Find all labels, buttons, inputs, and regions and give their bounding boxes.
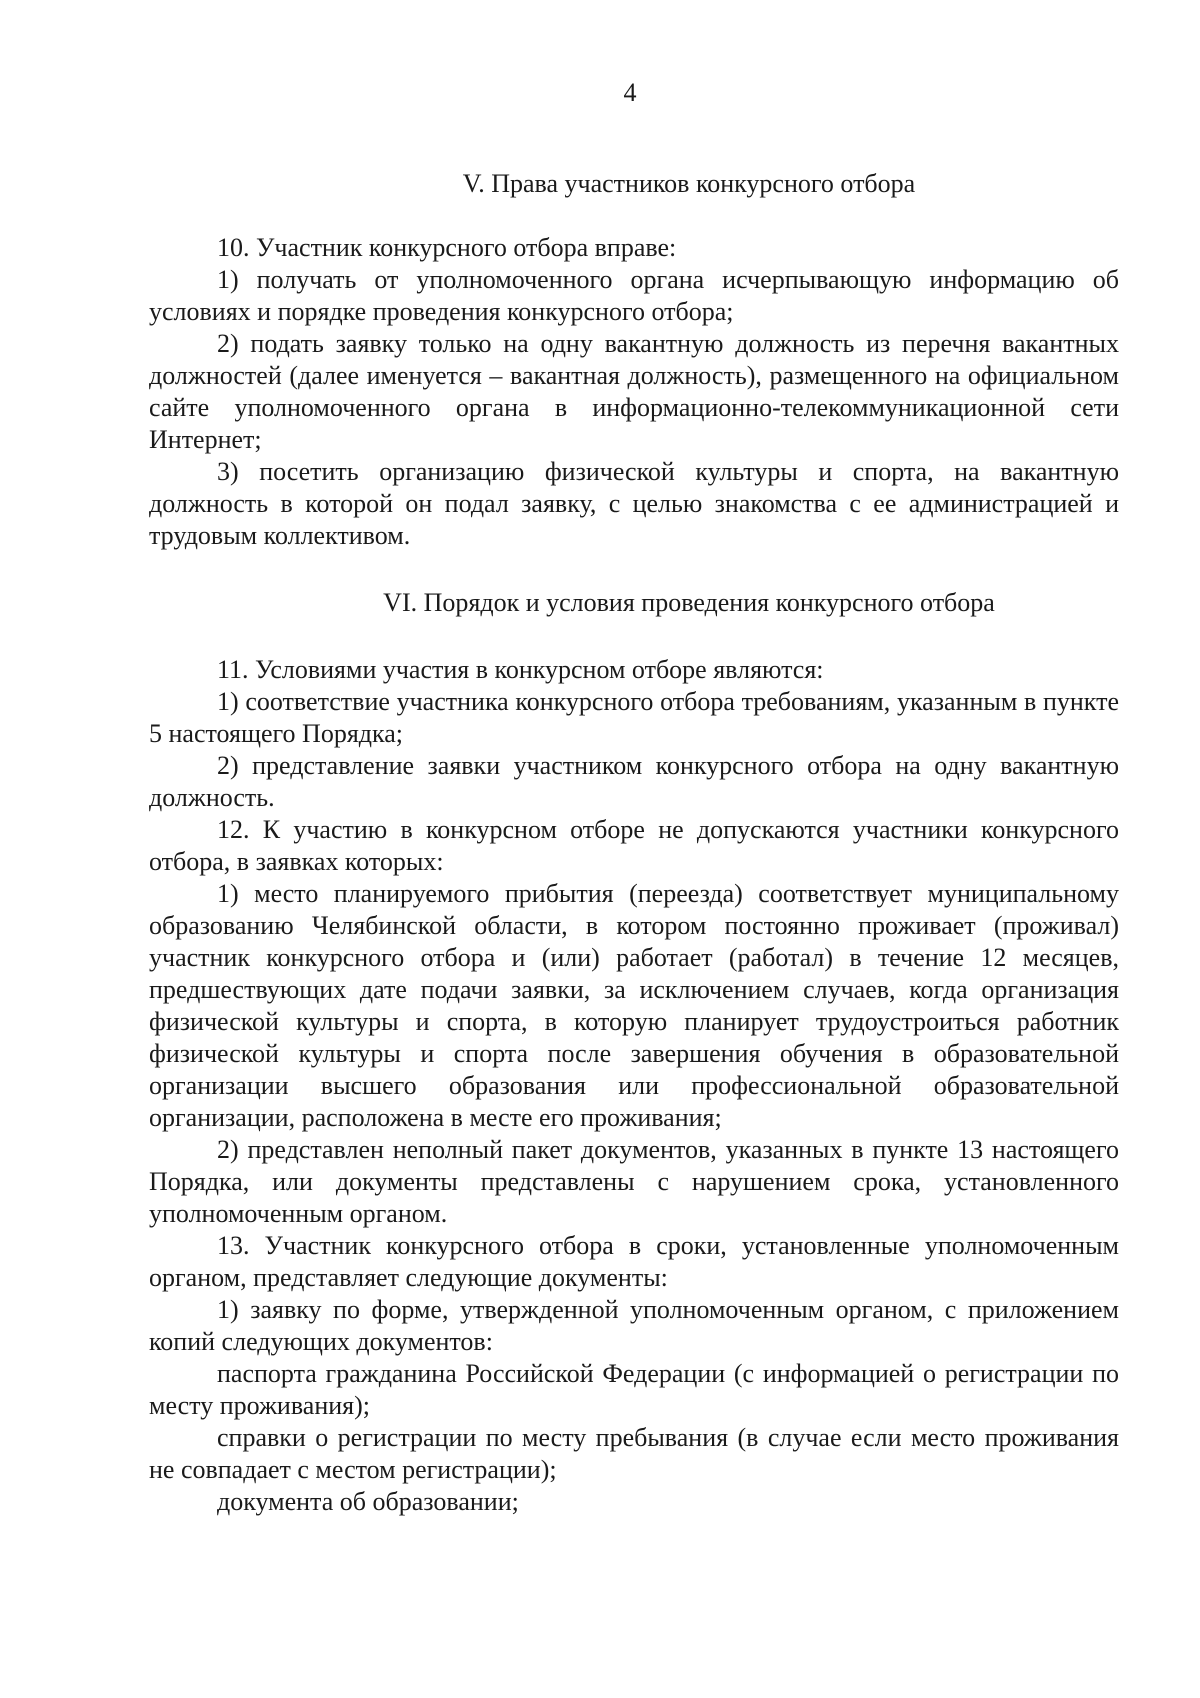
paragraph: 2) представлен неполный пакет документов, указанных в пункте 13 настоящего Порядка, или документы представлены с нарушением срока, установленного уполномоченным органом. [149, 1135, 1119, 1228]
document-body [149, 168, 1119, 1518]
paragraph: 2) подать заявку только на одну вакантную должность из перечня вакантных должностей (далее именуется – вакантная должность), размещенного на официальном сайте уполномоченного органа в информационно-телекоммуникационной сети Интернет; [149, 329, 1119, 454]
paragraph: справки о регистрации по месту пребывания (в случае если место проживания не совпадает с местом регистрации); [149, 1423, 1119, 1484]
paragraph: 12. К участию в конкурсном отборе не допускаются участники конкурсного отбора, в заявках которых: [149, 815, 1119, 876]
section-heading-5: V. Права участников конкурсного отбора [462, 169, 916, 198]
section-heading-6: VI. Порядок и условия проведения конкурсного отбора [383, 588, 995, 617]
paragraph: 10. Участник конкурсного отбора вправе: [217, 233, 677, 262]
paragraph: 1) заявку по форме, утвержденной уполномоченным органом, с приложением копий следующих документов: [149, 1295, 1119, 1356]
paragraph: 1) получать от уполномоченного органа исчерпывающую информацию об условиях и порядке проведения конкурсного отбора; [149, 265, 1119, 326]
paragraph: документа об образовании; [217, 1487, 519, 1516]
page-number: 4 [623, 78, 637, 107]
paragraph: паспорта гражданина Российской Федерации (с информацией о регистрации по месту проживания); [149, 1359, 1119, 1420]
paragraph: 13. Участник конкурсного отбора в сроки, установленные уполномоченным органом, представляет следующие документы: [149, 1231, 1119, 1292]
paragraph: 11. Условиями участия в конкурсном отборе являются: [217, 655, 824, 684]
paragraph: 1) место планируемого прибытия (переезда) соответствует муниципальному образованию Челябинской области, в котором постоянно проживает (проживал) участник конкурсного отбора и (или) работает (работал) в течение 12 месяцев, предшествующих дате подачи заявки, за исключением случаев, когда организация физической культуры и спорта, в которую планирует трудоустроиться работник физической культуры и спорта после завершения обучения в образовательной организации высшего образования или профессиональной образовательной организации, расположена в месте его проживания; [149, 879, 1119, 1132]
paragraph: 3) посетить организацию физической культуры и спорта, на вакантную должность в которой он подал заявку, с целью знакомства с ее администрацией и трудовым коллективом. [149, 457, 1119, 550]
paragraph: 1) соответствие участника конкурсного отбора требованиям, указанным в пункте 5 настоящего Порядка; [149, 687, 1119, 748]
paragraph: 2) представление заявки участником конкурсного отбора на одну вакантную должность. [149, 751, 1119, 812]
